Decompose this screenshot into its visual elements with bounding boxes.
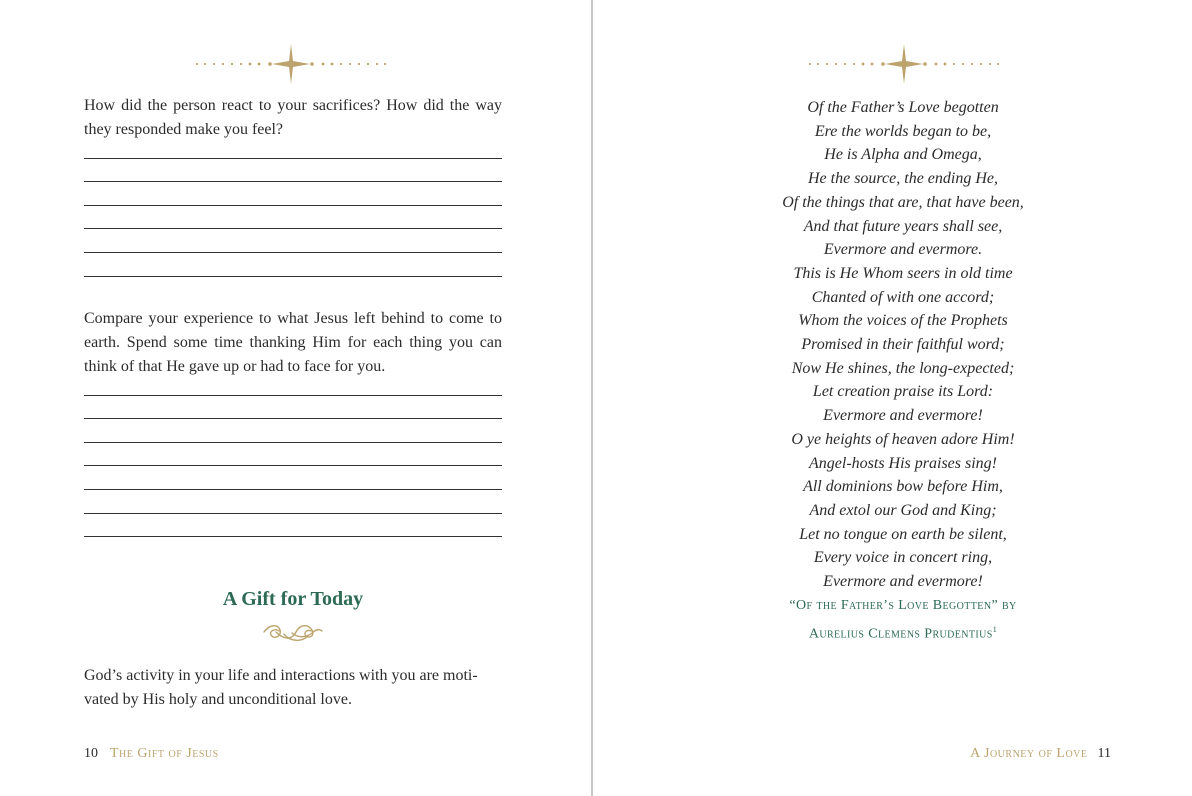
writing-line[interactable] [84, 372, 502, 396]
writing-line[interactable] [84, 514, 502, 538]
poem-line: Evermore and evermore! [823, 407, 983, 425]
poem-line: Evermore and evermore. [823, 241, 983, 259]
writing-line[interactable] [84, 182, 502, 206]
writing-line[interactable] [84, 229, 502, 253]
footer-right [970, 744, 1111, 764]
poem-line: And extol our God and King; [809, 501, 997, 519]
poem-line: This is He Whom seers in old time [793, 264, 1013, 282]
poem-line: Chanted of with one accord; [811, 288, 995, 306]
footer-left [84, 744, 219, 764]
poem-line: Of the Father’s Love begotten [807, 99, 999, 116]
writing-line[interactable] [84, 396, 502, 420]
poem-line: Angel-hosts His praises sing! [809, 454, 997, 472]
writing-line[interactable] [84, 490, 502, 514]
flourish-icon [262, 620, 324, 644]
left-page [0, 0, 591, 796]
poem-line: Let no tongue on earth be silent, [799, 525, 1007, 543]
right-page [593, 0, 1192, 796]
writing-line[interactable] [84, 159, 502, 183]
poem-lines [753, 96, 1053, 594]
page-number: 10 [84, 746, 98, 761]
gift-text: God’s activity in your life and interactions with you are moti-vated by His holy and unconditional love. [84, 667, 478, 708]
writing-line[interactable] [84, 443, 502, 467]
page-number: 11 [1097, 746, 1111, 761]
star-divider-icon [190, 42, 392, 86]
poem-line: O ye heights of heaven adore Him! [791, 430, 1015, 448]
reflection-question-2: Compare your experience to what Jesus left behind to come to earth. Spend some time thanking Him for each thing you can think of that He gave up or had to face for you. [84, 310, 502, 375]
writing-lines-2[interactable] [84, 372, 502, 537]
writing-line[interactable] [84, 466, 502, 490]
poem-line: Let creation praise its Lord: [812, 383, 994, 401]
writing-lines-1[interactable] [84, 135, 502, 277]
poem-line: He the source, the ending He, [807, 170, 998, 188]
poem-line: Every voice in concert ring, [813, 549, 993, 567]
writing-line[interactable] [84, 135, 502, 159]
writing-line[interactable] [84, 206, 502, 230]
attribution-author: Aurelius Clemens Prudentius [808, 626, 993, 642]
poem-line: Of the things that are, that have been, [782, 193, 1024, 211]
poem-line: Ere the worlds began to be, [814, 122, 992, 140]
poem-line: Whom the voices of the Prophets [798, 312, 1008, 330]
poem-line: Evermore and evermore! [823, 573, 983, 591]
poem-line: And that future years shall see, [803, 217, 1003, 235]
footnote-marker: 1 [992, 624, 998, 634]
writing-line[interactable] [84, 253, 502, 277]
attribution-line-2 [753, 618, 1053, 647]
reflection-question-1: How did the person react to your sacrifices? How did the way they responded make you feel? [84, 97, 502, 138]
poem-line: All dominions bow before Him, [803, 478, 1003, 496]
gift-heading: A Gift for Today [222, 588, 364, 610]
running-title: The Gift of Jesus [110, 746, 219, 761]
poem-line: Now He shines, the long-expected; [791, 359, 1015, 377]
poem-line: Promised in their faithful word; [801, 336, 1005, 354]
attribution-line-1: “Of the Father’s Love Begotten” by [789, 597, 1017, 613]
running-title: A Journey of Love [970, 746, 1088, 761]
star-divider-icon [803, 42, 1005, 86]
poem-line: He is Alpha and Omega, [824, 146, 982, 164]
hymn-poem [753, 96, 1053, 646]
writing-line[interactable] [84, 419, 502, 443]
